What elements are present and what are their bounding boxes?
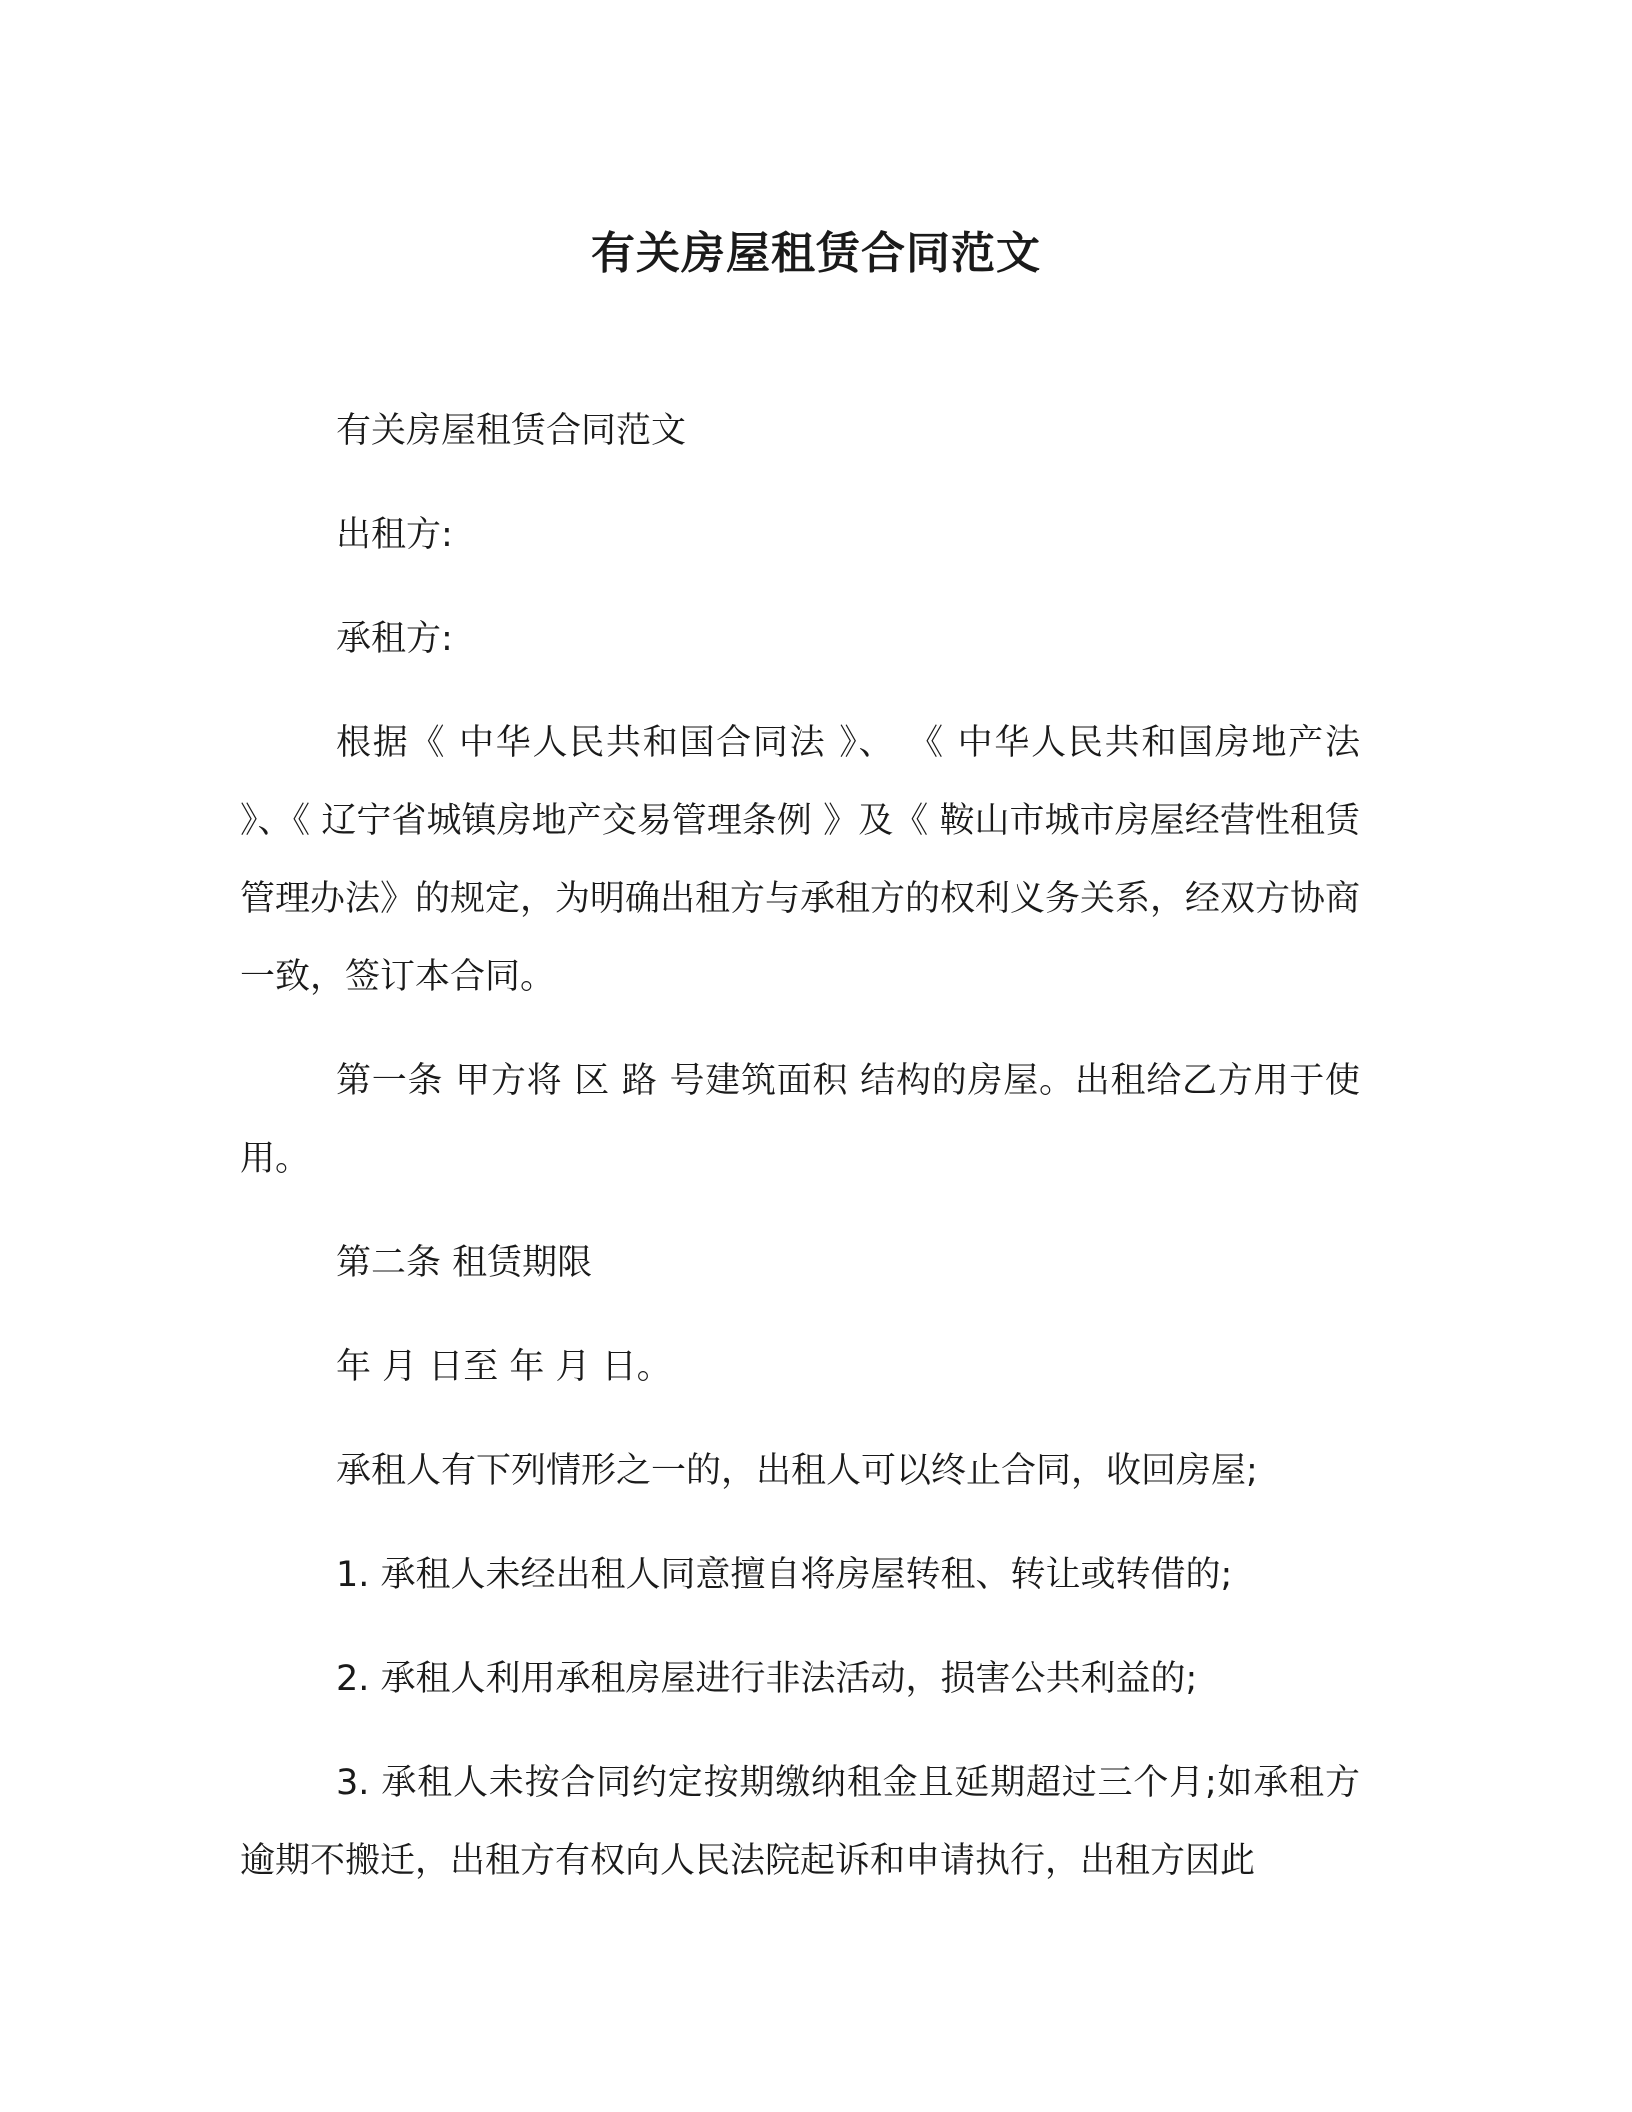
- paragraph-term-dates: 年 月 日至 年 月 日。: [336, 1347, 672, 1387]
- paragraph-item-1: 1. 承租人未经出租人同意擅自将房屋转租、转让或转借的;: [336, 1555, 1233, 1595]
- paragraph-heading: 有关房屋租赁合同范文: [336, 411, 687, 451]
- paragraph-item-3: 3. 承租人未按合同约定按期缴纳租金且延期超过三个月;如承租方逾期不搬迁，出租方有权向人民法院起诉和申请执行，出租方因此: [240, 1763, 1360, 1881]
- paragraph-legal-basis: 根据《 中华人民共和国合同法 》、 《 中华人民共和国房地产法 》、《 辽宁省城镇房地产交易管理条例 》及《 鞍山市城市房屋经营性租赁管理办法》的规定，为明确出租方与承租方的权利义务关系，经双方协商一致，签订本合同。: [240, 723, 1361, 997]
- paragraph-lessee: 承租方:: [336, 619, 453, 659]
- paragraph-item-2: 2. 承租人利用承租房屋进行非法活动，损害公共利益的;: [336, 1659, 1198, 1699]
- paragraph-article-1: 第一条 甲方将 区 路 号建筑面积 结构的房屋。出租给乙方用于使用。: [240, 1061, 1360, 1179]
- document-body: [240, 392, 1360, 1926]
- document-title: 有关房屋租赁合同范文: [591, 228, 1041, 279]
- paragraph-lessor: 出租方:: [336, 515, 453, 555]
- paragraph-termination-conditions: 承租人有下列情形之一的，出租人可以终止合同，收回房屋;: [336, 1451, 1258, 1491]
- paragraph-article-2-heading: 第二条 租赁期限: [336, 1243, 593, 1283]
